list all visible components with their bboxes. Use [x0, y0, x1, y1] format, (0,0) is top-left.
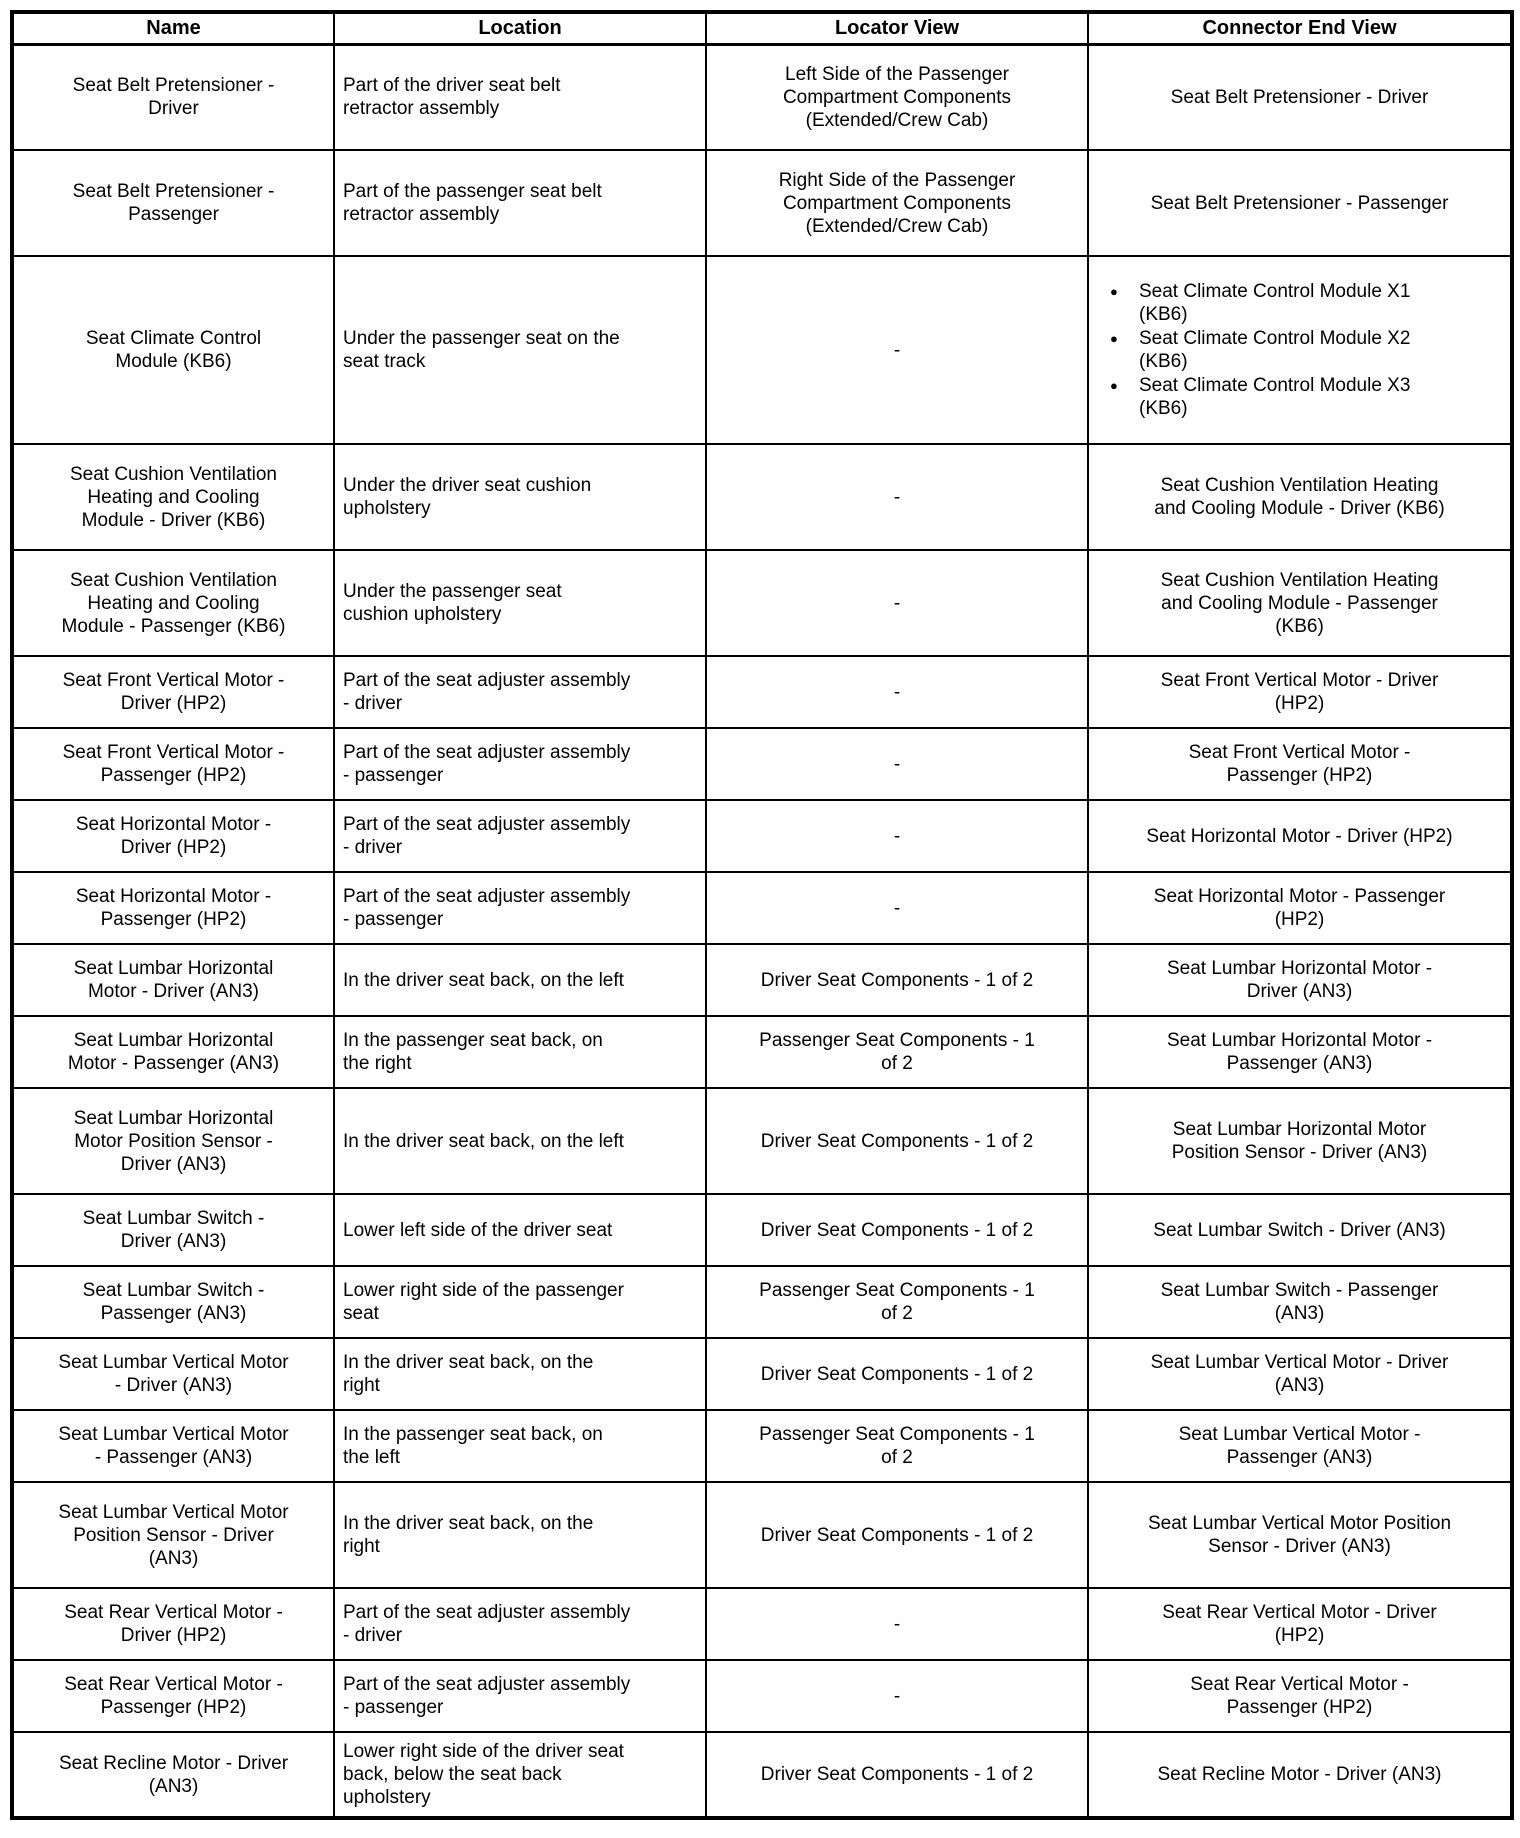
- cell-locator-view: Left Side of the Passenger Compartment Components (Extended/Crew Cab): [706, 44, 1088, 150]
- cell-name: Seat Cushion Ventilation Heating and Cooling Module - Driver (KB6): [12, 444, 334, 550]
- cell-location: Part of the seat adjuster assembly - driver: [334, 800, 706, 872]
- table-row: [12, 1482, 1512, 1588]
- cell-location: Part of the seat adjuster assembly - passenger: [334, 872, 706, 944]
- cell-location: In the driver seat back, on the right: [334, 1482, 706, 1588]
- cell-connector-end-view: Seat Belt Pretensioner - Passenger: [1088, 150, 1512, 256]
- cell-connector-end-view: Seat Front Vertical Motor - Driver (HP2): [1088, 656, 1512, 728]
- cell-connector-end-view: [1088, 256, 1512, 444]
- cell-connector-end-view: Seat Cushion Ventilation Heating and Cooling Module - Passenger (KB6): [1088, 550, 1512, 656]
- column-header-location: Location: [334, 12, 706, 44]
- table-row: [12, 944, 1512, 1016]
- table-row: [12, 800, 1512, 872]
- cell-location: In the passenger seat back, on the left: [334, 1410, 706, 1482]
- cell-locator-view: -: [706, 1660, 1088, 1732]
- table-row: [12, 728, 1512, 800]
- cell-name: Seat Climate Control Module (KB6): [12, 256, 334, 444]
- table-row: [12, 1660, 1512, 1732]
- table-row: [12, 1266, 1512, 1338]
- cell-locator-view: Passenger Seat Components - 1 of 2: [706, 1266, 1088, 1338]
- cell-locator-view: Driver Seat Components - 1 of 2: [706, 1194, 1088, 1266]
- table-row: [12, 1732, 1512, 1818]
- cell-locator-view: Passenger Seat Components - 1 of 2: [706, 1016, 1088, 1088]
- table-row: [12, 150, 1512, 256]
- cell-name: Seat Rear Vertical Motor - Passenger (HP2): [12, 1660, 334, 1732]
- column-header-name: Name: [12, 12, 334, 44]
- bullet-list-item: [1105, 327, 1440, 373]
- cell-connector-end-view: Seat Front Vertical Motor - Passenger (HP2): [1088, 728, 1512, 800]
- cell-connector-end-view: Seat Lumbar Horizontal Motor Position Sensor - Driver (AN3): [1088, 1088, 1512, 1194]
- cell-location: Part of the seat adjuster assembly - driver: [334, 656, 706, 728]
- cell-locator-view: Driver Seat Components - 1 of 2: [706, 1732, 1088, 1818]
- table-row: [12, 1588, 1512, 1660]
- cell-locator-view: -: [706, 656, 1088, 728]
- cell-connector-end-view: Seat Horizontal Motor - Driver (HP2): [1088, 800, 1512, 872]
- cell-name: Seat Lumbar Horizontal Motor - Driver (AN3): [12, 944, 334, 1016]
- cell-connector-end-view: Seat Lumbar Vertical Motor Position Sensor - Driver (AN3): [1088, 1482, 1512, 1588]
- table-row: [12, 872, 1512, 944]
- bullet-icon: ●: [1110, 331, 1118, 346]
- cell-location: Under the passenger seat cushion upholstery: [334, 550, 706, 656]
- cell-connector-end-view: Seat Lumbar Horizontal Motor - Driver (AN3): [1088, 944, 1512, 1016]
- cell-location: Part of the driver seat belt retractor assembly: [334, 44, 706, 150]
- cell-name: Seat Front Vertical Motor - Driver (HP2): [12, 656, 334, 728]
- cell-name: Seat Horizontal Motor - Passenger (HP2): [12, 872, 334, 944]
- cell-locator-view: -: [706, 800, 1088, 872]
- bullet-list-item: [1105, 374, 1440, 420]
- cell-locator-view: Driver Seat Components - 1 of 2: [706, 1338, 1088, 1410]
- cell-connector-end-view: Seat Rear Vertical Motor - Driver (HP2): [1088, 1588, 1512, 1660]
- cell-connector-end-view: Seat Lumbar Vertical Motor - Driver (AN3): [1088, 1338, 1512, 1410]
- cell-connector-end-view: Seat Rear Vertical Motor - Passenger (HP2): [1088, 1660, 1512, 1732]
- cell-locator-view: -: [706, 550, 1088, 656]
- cell-location: In the driver seat back, on the left: [334, 944, 706, 1016]
- component-locator-table: [10, 10, 1514, 1820]
- table-row: [12, 444, 1512, 550]
- cell-location: Lower right side of the passenger seat: [334, 1266, 706, 1338]
- cell-locator-view: Driver Seat Components - 1 of 2: [706, 944, 1088, 1016]
- cell-connector-end-view: Seat Belt Pretensioner - Driver: [1088, 44, 1512, 150]
- cell-locator-view: Passenger Seat Components - 1 of 2: [706, 1410, 1088, 1482]
- cell-name: Seat Recline Motor - Driver (AN3): [12, 1732, 334, 1818]
- cell-location: Lower right side of the driver seat back, below the seat back upholstery: [334, 1732, 706, 1818]
- cell-connector-end-view: Seat Lumbar Switch - Passenger (AN3): [1088, 1266, 1512, 1338]
- column-header-connector-end-view: Connector End View: [1088, 12, 1512, 44]
- cell-locator-view: -: [706, 256, 1088, 444]
- table-row: [12, 44, 1512, 150]
- cell-location: Part of the passenger seat belt retractor assembly: [334, 150, 706, 256]
- cell-name: Seat Cushion Ventilation Heating and Cooling Module - Passenger (KB6): [12, 550, 334, 656]
- cell-name: Seat Belt Pretensioner - Passenger: [12, 150, 334, 256]
- table-row: [12, 1410, 1512, 1482]
- cell-name: Seat Front Vertical Motor - Passenger (HP2): [12, 728, 334, 800]
- cell-connector-end-view: Seat Cushion Ventilation Heating and Cooling Module - Driver (KB6): [1088, 444, 1512, 550]
- table-row: [12, 656, 1512, 728]
- cell-name: Seat Lumbar Vertical Motor - Driver (AN3): [12, 1338, 334, 1410]
- cell-location: Under the driver seat cushion upholstery: [334, 444, 706, 550]
- column-header-locator-view: Locator View: [706, 12, 1088, 44]
- cell-connector-end-view: Seat Lumbar Vertical Motor - Passenger (AN3): [1088, 1410, 1512, 1482]
- table-row: [12, 1016, 1512, 1088]
- cell-connector-end-view: Seat Recline Motor - Driver (AN3): [1088, 1732, 1512, 1818]
- cell-name: Seat Horizontal Motor - Driver (HP2): [12, 800, 334, 872]
- cell-name: Seat Lumbar Horizontal Motor - Passenger (AN3): [12, 1016, 334, 1088]
- cell-locator-view: -: [706, 1588, 1088, 1660]
- cell-locator-view: -: [706, 444, 1088, 550]
- cell-name: Seat Belt Pretensioner - Driver: [12, 44, 334, 150]
- cell-location: In the driver seat back, on the left: [334, 1088, 706, 1194]
- cell-name: Seat Lumbar Horizontal Motor Position Sensor - Driver (AN3): [12, 1088, 334, 1194]
- cell-location: Part of the seat adjuster assembly - driver: [334, 1588, 706, 1660]
- bullet-item-label: Seat Climate Control Module X3 (KB6): [1139, 375, 1411, 419]
- cell-name: Seat Lumbar Vertical Motor Position Sensor - Driver (AN3): [12, 1482, 334, 1588]
- table-row: [12, 1194, 1512, 1266]
- table-row: [12, 550, 1512, 656]
- cell-name: Seat Lumbar Switch - Passenger (AN3): [12, 1266, 334, 1338]
- table-row: [12, 256, 1512, 444]
- bullet-item-label: Seat Climate Control Module X2 (KB6): [1139, 328, 1411, 372]
- cell-location: In the passenger seat back, on the right: [334, 1016, 706, 1088]
- cell-connector-end-view: Seat Lumbar Switch - Driver (AN3): [1088, 1194, 1512, 1266]
- cell-connector-end-view: Seat Horizontal Motor - Passenger (HP2): [1088, 872, 1512, 944]
- cell-name: Seat Lumbar Switch - Driver (AN3): [12, 1194, 334, 1266]
- cell-location: Part of the seat adjuster assembly - passenger: [334, 1660, 706, 1732]
- bullet-item-label: Seat Climate Control Module X1 (KB6): [1139, 281, 1411, 325]
- cell-location: Lower left side of the driver seat: [334, 1194, 706, 1266]
- table-row: [12, 1338, 1512, 1410]
- table-row: [12, 1088, 1512, 1194]
- cell-location: In the driver seat back, on the right: [334, 1338, 706, 1410]
- cell-location: Under the passenger seat on the seat track: [334, 256, 706, 444]
- cell-connector-end-view: Seat Lumbar Horizontal Motor - Passenger (AN3): [1088, 1016, 1512, 1088]
- bullet-icon: ●: [1110, 378, 1118, 393]
- bullet-icon: ●: [1110, 284, 1118, 299]
- cell-locator-view: Driver Seat Components - 1 of 2: [706, 1088, 1088, 1194]
- header-row: [12, 12, 1512, 44]
- cell-location: Part of the seat adjuster assembly - passenger: [334, 728, 706, 800]
- cell-name: Seat Rear Vertical Motor - Driver (HP2): [12, 1588, 334, 1660]
- cell-locator-view: Driver Seat Components - 1 of 2: [706, 1482, 1088, 1588]
- cell-locator-view: Right Side of the Passenger Compartment Components (Extended/Crew Cab): [706, 150, 1088, 256]
- cell-name: Seat Lumbar Vertical Motor - Passenger (AN3): [12, 1410, 334, 1482]
- cell-locator-view: -: [706, 872, 1088, 944]
- cell-locator-view: -: [706, 728, 1088, 800]
- bullet-list-item: [1105, 280, 1440, 326]
